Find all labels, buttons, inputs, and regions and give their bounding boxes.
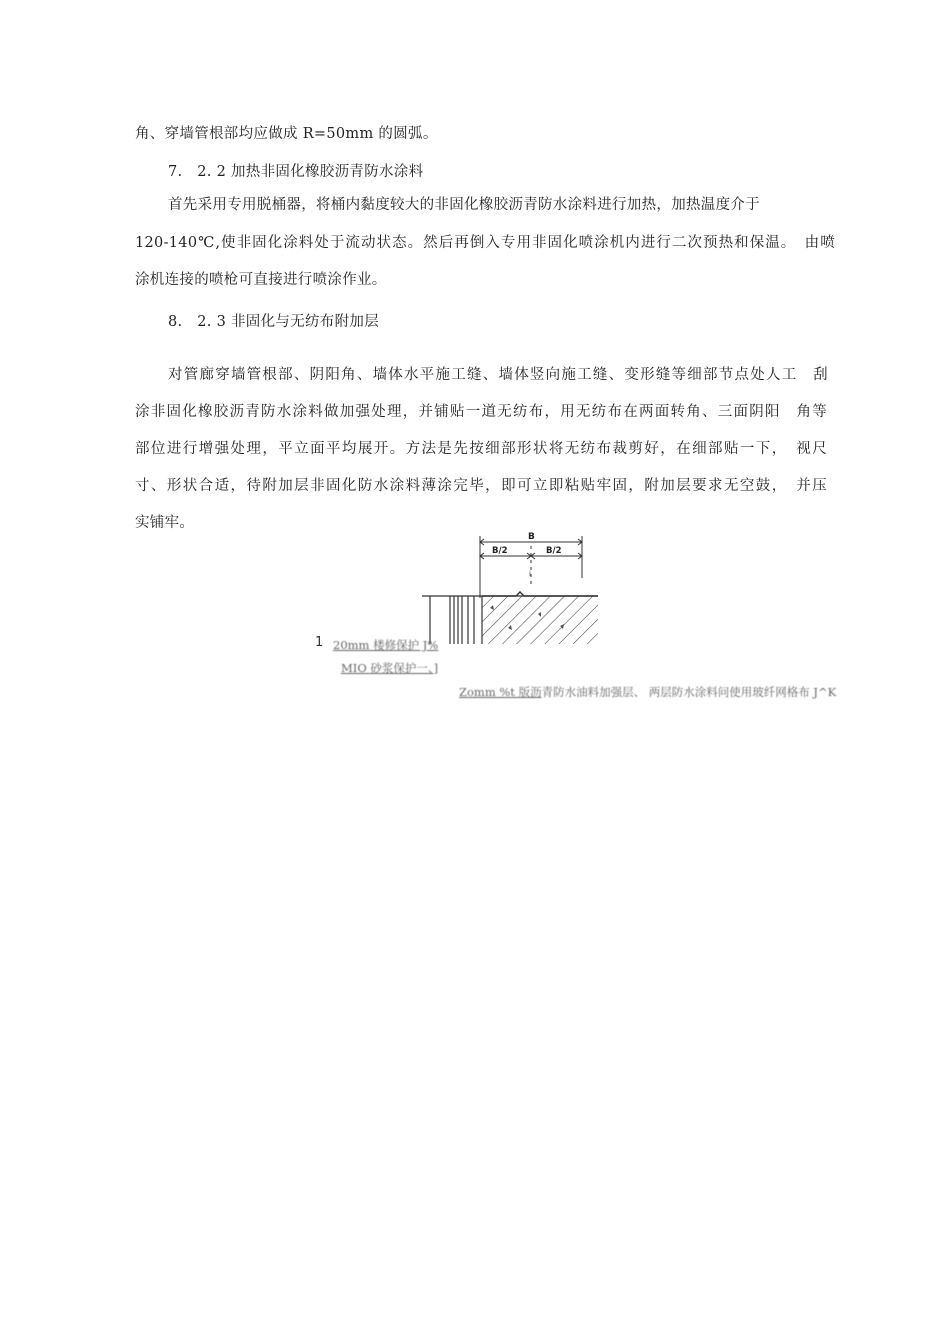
callout-number: 1 [315, 635, 324, 650]
figure-callout [333, 637, 438, 653]
paragraph-line: 寸、形状合适，待附加层非固化防水涂料薄涂完毕，即可立即粘贴牢固，附加层要求无空鼓， 并压 [135, 478, 827, 494]
paragraph-line: 涂非固化橡胶沥青防水涂料做加强处理，并铺贴一道无纺布，用无纺布在两面转角、三面阴阳 角等 [135, 404, 827, 420]
paragraph-line: 首先采用专用脱桶器，将桶内黏度较大的非固化橡胶沥青防水涂料进行加热，加热温度介于 [168, 197, 760, 213]
waterproof-detail-drawing [420, 528, 600, 644]
dimension-label-half-right: B/2 [546, 546, 562, 556]
figure-caption [459, 684, 836, 700]
paragraph-line: 实铺牢。 [135, 515, 195, 531]
dimension-label-half-left: B/2 [492, 546, 508, 556]
caption-underlined-text: Zomm %t 版沥 [459, 685, 542, 699]
paragraph-line: 120-140℃,使非固化涂料处于流动状态。然后再倒入专用非固化喷涂机内进行二次预热和保温。 由喷 [135, 235, 835, 251]
paragraph-line: 部位进行增强处理，平立面平均展开。方法是先按细部形状将无纺布裁剪好，在细部贴一下， 视尺 [135, 441, 827, 457]
paragraph-line: 对管廊穿墙管根部、阴阳角、墙体水平施工缝、墙体竖向施工缝、变形缝等细部节点处人工 刮 [168, 367, 828, 383]
section-heading-7-2-3: 8. 2. 3 非固化与无纺布附加层 [168, 314, 380, 330]
callout-text: MIO 砂浆保护一、] [341, 661, 439, 675]
callout-text: 20mm 楼修保护 J% [333, 638, 439, 652]
dimension-label-b: B [528, 532, 535, 542]
dimension-label-center: i [529, 570, 531, 578]
figure-callout [341, 660, 438, 676]
body-text-line: 角、穿墙管根部均应做成 R=50mm 的圆弧。 [135, 126, 438, 142]
paragraph-line: 涂机连接的喷枪可直接进行喷涂作业。 [135, 272, 387, 288]
section-heading-7-2-2: 7. 2. 2 加热非固化橡胶沥青防水涂料 [168, 164, 424, 180]
caption-text: 青防水油料加强层、 两层防水涂料问使用玻纤网格布 J^K [541, 685, 837, 699]
